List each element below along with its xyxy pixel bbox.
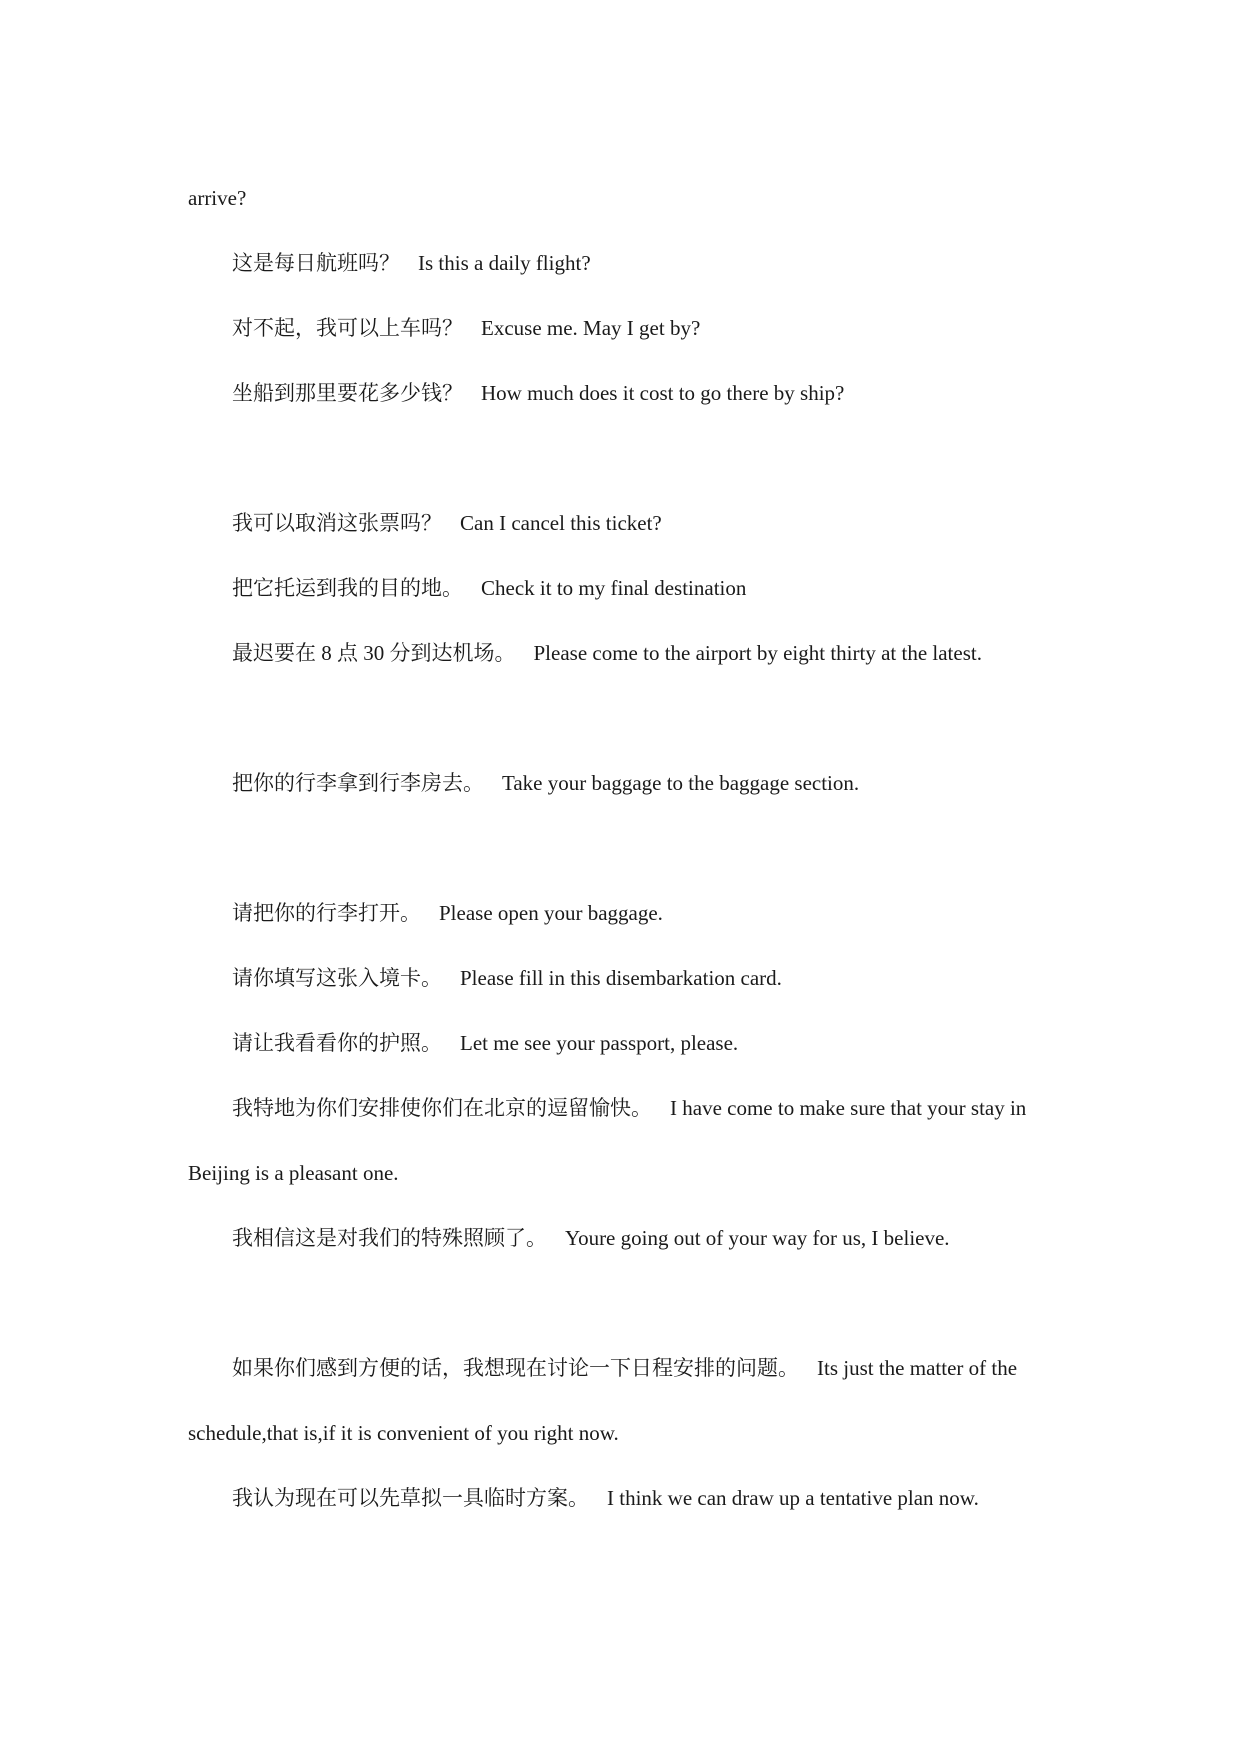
english-text: Please fill in this disembarkation card. (460, 966, 782, 990)
text-line (188, 166, 1060, 231)
phrase-line (188, 1011, 1060, 1076)
text-line (188, 1401, 1060, 1466)
english-text: Let me see your passport, please. (460, 1031, 739, 1055)
english-text: Excuse me. May I get by? (481, 316, 701, 340)
phrase-line (188, 946, 1060, 1011)
phrase-line (188, 1206, 1060, 1271)
phrase-line (188, 231, 1060, 296)
chinese-text: 请你填写这张入境卡。 (232, 966, 442, 990)
phrase-line (188, 621, 1060, 686)
english-text: Its just the matter of the (817, 1356, 1018, 1380)
blank-line (188, 686, 1060, 751)
english-text: Beijing is a pleasant one. (188, 1161, 399, 1185)
english-text: I have come to make sure that your stay in (670, 1096, 1027, 1120)
chinese-text: 我相信这是对我们的特殊照顾了。 (232, 1226, 547, 1250)
chinese-text: 我认为现在可以先草拟一具临时方案。 (232, 1486, 589, 1510)
phrase-line (188, 751, 1060, 816)
chinese-text: 我特地为你们安排使你们在北京的逗留愉快。 (232, 1096, 652, 1120)
english-text: Please open your baggage. (439, 901, 663, 925)
english-text: I think we can draw up a tentative plan now. (607, 1486, 979, 1510)
chinese-text: 如果你们感到方便的话，我想现在讨论一下日程安排的问题。 (232, 1356, 799, 1380)
text-line (188, 1141, 1060, 1206)
blank-line (188, 426, 1060, 491)
blank-line (188, 816, 1060, 881)
chinese-text: 对不起，我可以上车吗？ (232, 316, 463, 340)
english-text: Youre going out of your way for us, I believe. (565, 1226, 950, 1250)
phrase-line (188, 361, 1060, 426)
phrase-line (188, 1336, 1060, 1401)
phrase-line (188, 296, 1060, 361)
chinese-text: 我可以取消这张票吗？ (232, 511, 442, 535)
english-text: Take your baggage to the baggage section. (502, 771, 860, 795)
english-text: arrive? (188, 186, 247, 210)
chinese-text: 请让我看看你的护照。 (232, 1031, 442, 1055)
chinese-text: 把它托运到我的目的地。 (232, 576, 463, 600)
phrase-line (188, 881, 1060, 946)
chinese-text: 坐船到那里要花多少钱？ (232, 381, 463, 405)
chinese-text: 请把你的行李打开。 (232, 901, 421, 925)
english-text: Can I cancel this ticket? (460, 511, 662, 535)
english-text: Check it to my final destination (481, 576, 747, 600)
english-text: Is this a daily flight? (418, 251, 591, 275)
english-text: How much does it cost to go there by ship? (481, 381, 845, 405)
english-text: schedule,that is,if it is convenient of you right now. (188, 1421, 619, 1445)
chinese-text: 把你的行李拿到行李房去。 (232, 771, 484, 795)
blank-line (188, 1271, 1060, 1336)
english-text: Please come to the airport by eight thirty at the latest. (533, 641, 982, 665)
phrase-line (188, 1466, 1060, 1531)
phrase-line (188, 491, 1060, 556)
chinese-text: 最迟要在 8 点 30 分到达机场。 (232, 641, 516, 665)
phrase-line (188, 556, 1060, 621)
chinese-text: 这是每日航班吗？ (232, 251, 400, 275)
phrase-list (188, 166, 1060, 1531)
phrase-line (188, 1076, 1060, 1141)
